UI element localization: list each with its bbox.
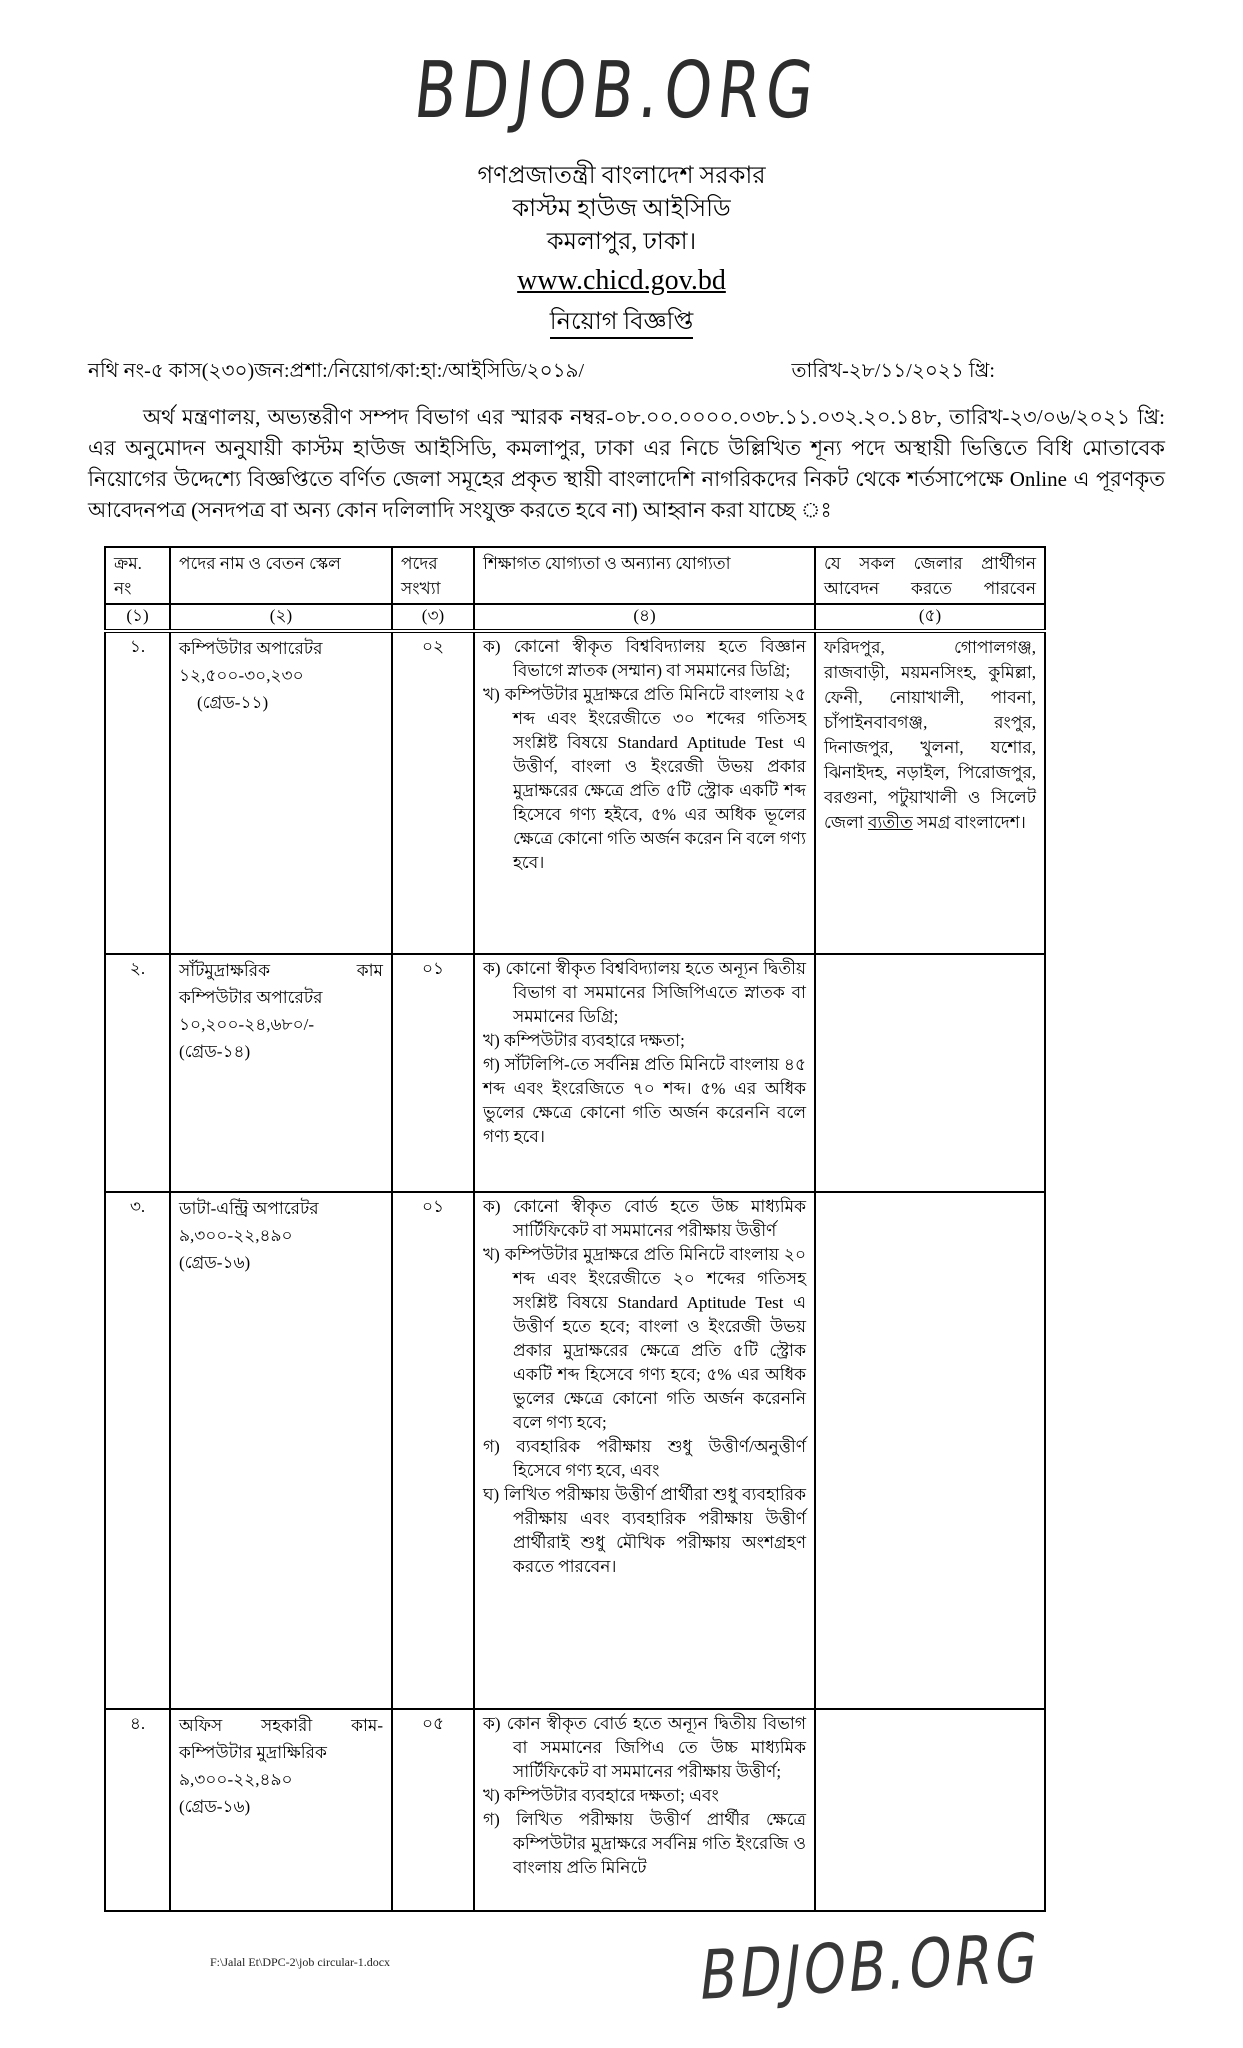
post-name: ডাটা-এন্ট্রি অপারেটর (179, 1199, 319, 1218)
qualification-item: গ) সাঁটলিপি-তে সর্বনিম্ন প্রতি মিনিটে বাংলায় ৪৫ শব্দ এবং ইংরেজিতে ৭০ শব্দ। ৫% এর অধিক ভুলের ক্ষেত্রে কোনো গতি অর্জন করেননি বলে গণ্য হবে। (483, 1055, 806, 1146)
vacancy-count-cell: ০১ (392, 1192, 474, 1709)
col-header-serial: ক্রম. নং (105, 547, 170, 604)
col-header-vacancies: পদের সংখ্যা (392, 547, 474, 604)
qualifications-cell (474, 954, 815, 1192)
serial-cell: ২. (105, 954, 170, 1192)
serial-cell: ৪. (105, 1709, 170, 1911)
memo-number: নথি নং-৫ কাস(২৩০)জন:প্রশা:/নিয়োগ/কা:হা:/আইসিডি/২০১৯/ (88, 360, 585, 382)
qualification-item: ক) কোনো স্বীকৃত বিশ্ববিদ্যালয় হতে অন্যূন দ্বিতীয় বিভাগ বা সমমানের সিজিপিএতে স্নাতক বা সমমানের ডিগ্রি; (483, 959, 806, 1026)
table-row-2 (105, 954, 1045, 1192)
grade: (গ্রেড-১১) (197, 693, 269, 712)
districts-suffix: সমগ্র বাংলাদেশ। (912, 813, 1026, 832)
qualification-item: ঘ) লিখিত পরীক্ষায় উত্তীর্ণ প্রার্থীরা শুধু ব্যবহারিক পরীক্ষায় এবং ব্যবহারিক পরীক্ষায় উত্তীর্ণ প্রার্থীরাই শুধু মৌখিক পরীক্ষায় অংশগ্রহণ করতে পারবেন। (483, 1485, 806, 1576)
qualification-item: গ) লিখিত পরীক্ষায় উত্তীর্ণ প্রার্থীর ক্ষেত্রে কম্পিউটার মুদ্রাক্ষরে সর্বনিম্ন গতি ইংরেজি ও বাংলায় প্রতি মিনিটে (483, 1810, 806, 1877)
table-row-3 (105, 1192, 1045, 1709)
vacancy-table (104, 546, 1046, 1912)
government-name: গণপ্রজাতন্ত্রী বাংলাদেশ সরকার (477, 163, 766, 189)
col-number-4: (৪) (474, 604, 815, 631)
qualification-item: খ) কম্পিউটার ব্যবহারে দক্ষতা; এবং (483, 1786, 719, 1805)
serial-cell: ৩. (105, 1192, 170, 1709)
serial-cell: ১. (105, 631, 170, 954)
notice-title (0, 303, 1243, 343)
office-name: কাস্টম হাউজ আইসিডি (512, 196, 731, 222)
qualification-item: ক) কোনো স্বীকৃত বোর্ড হতে উচ্চ মাধ্যমিক সার্টিফিকেট বা সমমানের পরীক্ষায় উত্তীর্ণ (483, 1197, 806, 1240)
qualifications-cell (474, 1192, 815, 1709)
col-number-1: (১) (105, 604, 170, 631)
qualification-item: খ) কম্পিউটার ব্যবহারে দক্ষতা; (483, 1031, 685, 1050)
districts-cell (815, 631, 1045, 954)
memo-date: তারিখ-২৮/১১/২০২১ খ্রি: (791, 360, 995, 382)
qualification-item: খ) কম্পিউটার মুদ্রাক্ষরে প্রতি মিনিটে বাংলায় ২০ শব্দ এবং ইংরেজীতে ২০ শব্দের গতিসহ সংশ্লিষ্ট বিষয়ে Standard Aptitude Test এ উত্তীর্ণ হতে হবে; বাংলা ও ইংরেজী উভয় প্রকার মুদ্রাক্ষরের ক্ষেত্রে প্রতি ৫টি স্ট্রোক একটি শব্দ হিসেবে গণ্য হবে; ৫% এর অধিক ভুলের ক্ষেত্রে কোনো গতি অর্জন করেননি বলে গণ্য হবে; (483, 1245, 806, 1432)
vacancy-count-cell: ০২ (392, 631, 474, 954)
letterhead (0, 160, 1243, 299)
bdjob-watermark-bottom: BDJOB.ORG (695, 1918, 1045, 2016)
pay-scale: ১০,২০০-২৪,৬৮০/- (179, 1015, 315, 1034)
districts-cell (815, 1192, 1045, 1709)
notice-title-text: নিয়োগ বিজ্ঞপ্তি (550, 309, 693, 339)
post-name: কম্পিউটার অপারেটর (179, 988, 323, 1007)
post-name: সাঁটমুদ্রাক্ষরিক কাম (179, 961, 383, 980)
col-header-qualification: শিক্ষাগত যোগ্যতা ও অন্যান্য যোগ্যতা (474, 547, 815, 604)
districts-list: ফরিদপুর, গোপালগঞ্জ, রাজবাড়ী, ময়মনসিংহ, কুমিল্লা, ফেনী, নোয়াখালী, পাবনা, চাঁপাইনবাবগঞ্জ, রংপুর, দিনাজপুর, খুলনা, যশোর, ঝিনাইদহ, নড়াইল, পিরোজপুর, বরগুনা, পটুয়াখালী ও সিলেট জেলা (824, 638, 1036, 832)
col-number-3: (৩) (392, 604, 474, 631)
qualification-item: ক) কোন স্বীকৃত বোর্ড হতে অন্যূন দ্বিতীয় বিভাগ বা সমমানের জিপিএ তে উচ্চ মাধ্যমিক সার্টিফিকেট বা সমমানের পরীক্ষায় উত্তীর্ণ; (483, 1714, 806, 1781)
pay-scale: ৯,৩০০-২২,৪৯০ (179, 1226, 293, 1245)
pay-scale: ৯,৩০০-২২,৪৯০ (179, 1770, 293, 1789)
pay-scale: ১২,৫০০-৩০,২৩০ (179, 666, 304, 685)
bdjob-watermark-top: BDJOB.ORG (410, 46, 824, 137)
post-name: কম্পিউটার অপারেটর (179, 639, 323, 658)
table-row-1 (105, 631, 1045, 954)
post-name: অফিস সহকারী কাম- (179, 1716, 383, 1735)
qualification-item: গ) ব্যবহারিক পরীক্ষায় শুধু উত্তীর্ণ/অনুত্তীর্ণ হিসেবে গণ্য হবে, এবং (483, 1437, 806, 1480)
qualifications-cell (474, 1709, 815, 1911)
intro-paragraph: অর্থ মন্ত্রণালয়, অভ্যন্তরীণ সম্পদ বিভাগ এর স্মারক নম্বর-০৮.০০.০০০০.০৩৮.১১.০৩২.২০.১৪৮, তারিখ-২৩/০৬/২০২১ খ্রি: এর অনুমোদন অনুযায়ী কাস্টম হাউজ আইসিডি, কমলাপুর, ঢাকা এর নিচে উল্লিখিত শূন্য পদে অস্থায়ী ভিত্তিতে বিধি মোতাবেক নিয়োগের উদ্দেশ্যে বিজ্ঞপ্তিতে বর্ণিত জেলা সমূহের প্রকৃত স্থায়ী বাংলাদেশি নাগরিকদের নিকট থেকে শর্তসাপেক্ষে Online এ পূরণকৃত আবেদনপত্র (সনদপত্র বা অন্য কোন দলিলাদি সংযুক্ত করতে হবে না) আহ্বান করা যাচ্ছে ঃ (88, 405, 1165, 522)
website-link[interactable]: www.chicd.gov.bd (517, 265, 726, 296)
memo-row (88, 356, 1155, 389)
post-cell (170, 1709, 392, 1911)
table-header-row (105, 547, 1045, 604)
qualification-item: খ) কম্পিউটার মুদ্রাক্ষরে প্রতি মিনিটে বাংলায় ২৫ শব্দ এবং ইংরেজীতে ৩০ শব্দের গতিসহ সংশ্লিষ্ট বিষয়ে Standard Aptitude Test এ উত্তীর্ণ, বাংলা ও ইংরেজী উভয় প্রকার মুদ্রাক্ষরের ক্ষেত্রে প্রতি ৫টি স্ট্রোক একটি শব্দ হিসেবে গণ্য হইবে, ৫% এর অধিক ভূলের ক্ষেত্রে কোনো গতি অর্জন করেন নি বলে গণ্য হবে। (483, 685, 806, 872)
post-cell (170, 954, 392, 1192)
table-row-4 (105, 1709, 1045, 1911)
col-number-2: (২) (170, 604, 392, 631)
office-address: কমলাপুর, ঢাকা। (546, 229, 697, 255)
grade: (গ্রেড-১৬) (179, 1253, 251, 1272)
grade: (গ্রেড-১৬) (179, 1797, 251, 1816)
districts-cell (815, 1709, 1045, 1911)
col-header-post: পদের নাম ও বেতন স্কেল (170, 547, 392, 604)
districts-excluded-word: ব্যতীত (867, 813, 913, 832)
col-number-5: (৫) (815, 604, 1045, 631)
qualification-item: ক) কোনো স্বীকৃত বিশ্ববিদ্যালয় হতে বিজ্ঞান বিভাগে স্নাতক (সম্মান) বা সমমানের ডিগ্রি; (483, 637, 806, 680)
vacancy-count-cell: ০৫ (392, 1709, 474, 1911)
vacancy-count-cell: ০১ (392, 954, 474, 1192)
col-header-districts: যে সকল জেলার প্রার্থীগন আবেদন করতে পারবেন (815, 547, 1045, 604)
post-name: কম্পিউটার মুদ্রাক্ষিরিক (179, 1743, 327, 1762)
file-path: F:\Jalal Et\DPC-2\job circular-1.docx (210, 1955, 391, 1969)
post-cell (170, 631, 392, 954)
qualifications-cell (474, 631, 815, 954)
column-number-row (105, 604, 1045, 631)
districts-cell (815, 954, 1045, 1192)
post-cell (170, 1192, 392, 1709)
grade: (গ্রেড-১৪) (179, 1042, 251, 1061)
